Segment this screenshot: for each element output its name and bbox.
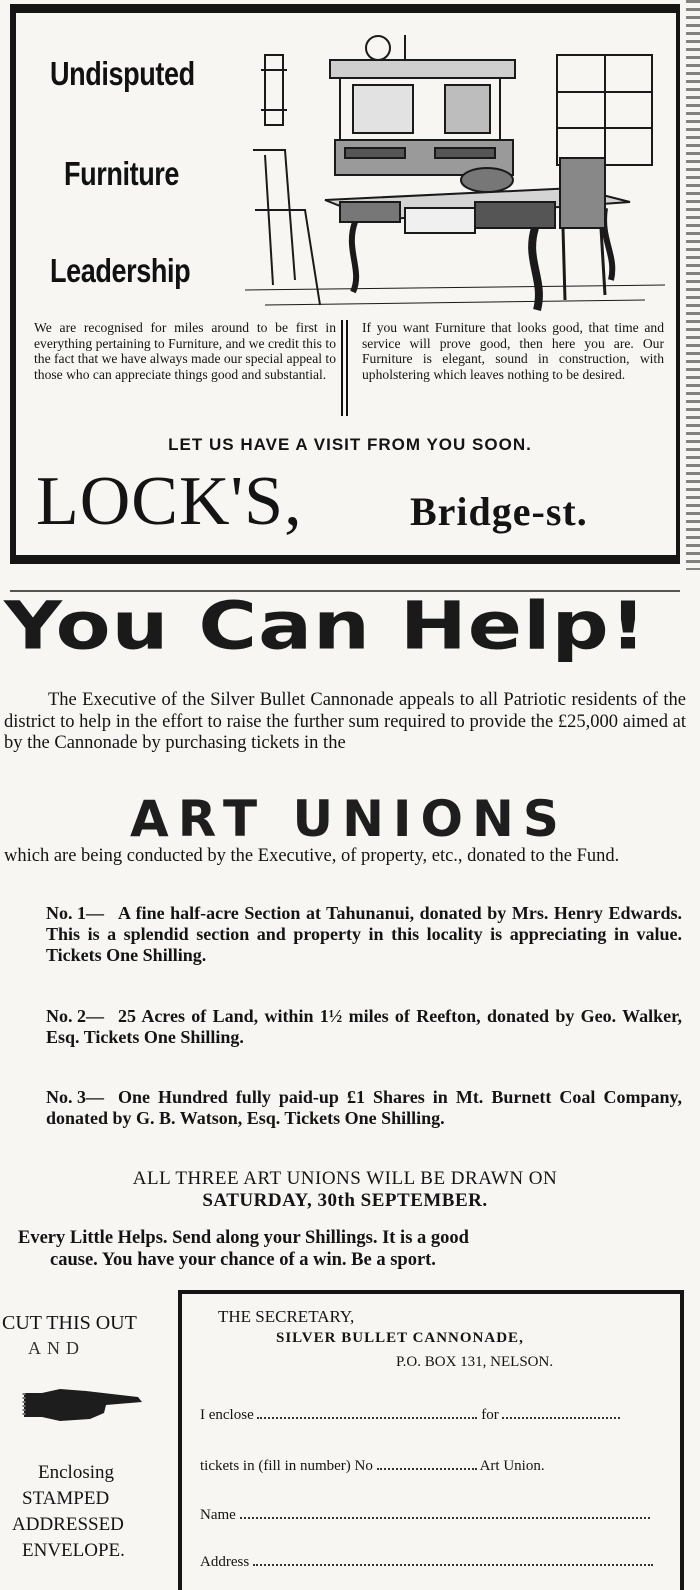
name-row: [200, 1505, 650, 1524]
page-edge-border: [686, 0, 700, 570]
tickets-row: [200, 1456, 545, 1475]
address-label: Address: [200, 1554, 250, 1570]
art-union-item-2: [46, 1006, 682, 1048]
enclosing-line-2: STAMPED: [22, 1488, 110, 1509]
draw-date: SATURDAY, 30th SEPTEMBER.: [202, 1190, 488, 1211]
appeal-intro: The Executive of the Silver Bullet Cannonade appeals to all Patriotic residents of the district to help in the effort to raise the further sum required to provide the £25,000 aimed at by the Cannonade by purchasing tickets in the: [4, 690, 686, 753]
tickets-label: tickets in (fill in number) No: [200, 1458, 373, 1474]
name-label: Name: [200, 1507, 236, 1523]
address-field[interactable]: [253, 1552, 653, 1566]
enclosing-line-1: Enclosing: [38, 1462, 114, 1483]
amount-field[interactable]: [257, 1405, 477, 1419]
item-text: A fine half-acre Section at Tahunanui, donated by Mrs. Henry Edwards. This is a splendid section and property in this locality is appreciating in value. Tickets One Shilling.: [46, 903, 682, 965]
item-number: No. 3—: [46, 1087, 104, 1107]
coupon-organisation: SILVER BULLET CANNONADE,: [276, 1330, 524, 1346]
quantity-field[interactable]: [502, 1405, 620, 1419]
coupon-addressee: THE SECRETARY,: [218, 1307, 355, 1326]
for-label: for: [481, 1407, 499, 1423]
helps-line-2: cause. You have your chance of a win. Be a sport.: [50, 1250, 436, 1270]
ad-text-left-column: We are recognised for miles around to be first in everything pertaining to Furniture, and we credit this to the fact that we have always made our special appeal to those who can appreciate things good and substantial.: [34, 320, 336, 382]
ad-text-right-column: If you want Furniture that looks good, that time and service will prove good, then here you are. Our Furniture is elegant, sound in construction, with upholstering which leaves nothing to be desired.: [362, 320, 664, 382]
cut-out-sublabel: AND: [28, 1338, 85, 1358]
draw-announcement: ALL THREE ART UNIONS WILL BE DRAWN ON: [132, 1168, 558, 1189]
headline: You Can Help!: [4, 588, 648, 665]
item-number: No. 1—: [46, 903, 104, 923]
slogan-line-1: Undisputed: [50, 55, 195, 92]
store-name: LOCK'S,: [36, 463, 303, 540]
name-field[interactable]: [240, 1505, 650, 1519]
item-number: No. 2—: [46, 1006, 104, 1026]
art-union-label: Art Union.: [479, 1458, 545, 1474]
art-union-item-3: [46, 1087, 682, 1129]
slogan-line-2: Furniture: [64, 155, 180, 192]
appeal-conducted: which are being conducted by the Executive, of property, etc., donated to the Fund.: [4, 846, 620, 866]
column-divider: [341, 320, 348, 416]
item-text: One Hundred fully paid-up £1 Shares in Mt. Burnett Coal Company, donated by G. B. Watson, Esq. Tickets One Shilling.: [46, 1087, 682, 1128]
helps-line-1: Every Little Helps. Send along your Shillings. It is a good: [18, 1228, 469, 1248]
enclose-row: [200, 1405, 620, 1424]
enclose-label: I enclose: [200, 1407, 254, 1423]
art-unions-heading: ART UNIONS: [130, 790, 568, 848]
address-row: [200, 1552, 653, 1571]
dining-room-furniture-illustration: [245, 30, 665, 320]
enclosing-line-4: ENVELOPE.: [22, 1540, 125, 1561]
pointing-hand-icon: [20, 1385, 145, 1427]
art-union-number-field[interactable]: [377, 1456, 477, 1470]
enclosing-line-3: ADDRESSED: [12, 1514, 124, 1535]
slogan-line-3: Leadership: [50, 252, 191, 289]
store-street: Bridge-st.: [410, 489, 588, 534]
coupon-po-box: P.O. BOX 131, NELSON.: [396, 1354, 554, 1370]
art-union-item-1: [46, 903, 682, 966]
visit-invitation: LET US HAVE A VISIT FROM YOU SOON.: [168, 435, 532, 454]
item-text: 25 Acres of Land, within 1½ miles of Reefton, donated by Geo. Walker, Esq. Tickets One Shilling.: [46, 1006, 682, 1047]
cut-out-label: CUT THIS OUT: [2, 1312, 137, 1334]
